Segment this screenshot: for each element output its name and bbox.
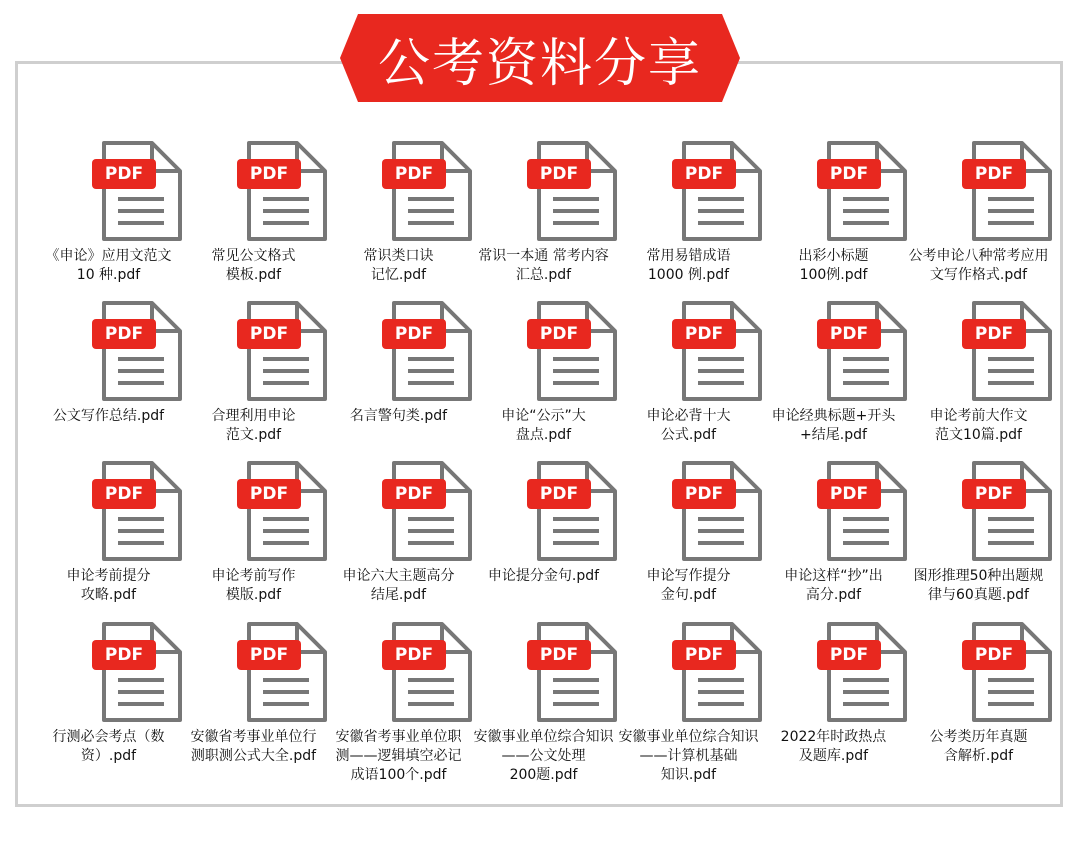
file-name[interactable] <box>173 728 334 766</box>
file-item[interactable] <box>616 135 761 295</box>
pdf-file-icon[interactable] <box>954 620 1054 724</box>
file-row <box>0 135 1080 295</box>
file-name-line: 公考类历年真题 <box>929 729 1028 745</box>
file-name[interactable] <box>753 247 914 285</box>
file-item[interactable] <box>36 295 181 455</box>
file-name[interactable] <box>753 407 914 445</box>
file-name-line: 模版.pdf <box>225 587 282 603</box>
file-name[interactable] <box>898 728 1059 766</box>
file-name-line: 律与60真题.pdf <box>928 587 1029 603</box>
file-item[interactable] <box>471 135 616 295</box>
file-name-line: ——公文处理 <box>501 748 586 764</box>
file-name[interactable] <box>608 567 769 605</box>
file-name[interactable] <box>463 247 624 285</box>
pdf-badge: PDF <box>92 640 156 670</box>
pdf-badge: PDF <box>672 640 736 670</box>
file-name-line: 安徽省考事业单位职 <box>335 729 462 745</box>
file-name[interactable] <box>608 407 769 445</box>
pdf-badge: PDF <box>92 319 156 349</box>
file-item[interactable] <box>181 295 326 455</box>
file-name-line: +结尾.pdf <box>800 427 867 443</box>
pdf-badge: PDF <box>237 319 301 349</box>
file-name[interactable] <box>28 567 189 605</box>
file-name[interactable] <box>173 247 334 285</box>
pdf-file-icon[interactable] <box>374 299 474 403</box>
file-item[interactable] <box>761 455 906 615</box>
file-row <box>0 295 1080 455</box>
file-item[interactable] <box>326 295 471 455</box>
pdf-file-icon[interactable] <box>664 620 764 724</box>
pdf-badge: PDF <box>237 159 301 189</box>
pdf-file-icon[interactable] <box>519 139 619 243</box>
file-name-line: 申论考前写作 <box>211 568 296 584</box>
file-name-line: 及题库.pdf <box>798 748 869 764</box>
pdf-file-icon[interactable] <box>229 299 329 403</box>
file-name-line: ——计算机基础 <box>639 748 738 764</box>
pdf-badge: PDF <box>962 159 1026 189</box>
pdf-badge: PDF <box>382 159 446 189</box>
pdf-file-icon[interactable] <box>954 459 1054 563</box>
file-name[interactable] <box>898 247 1059 285</box>
pdf-file-icon[interactable] <box>229 620 329 724</box>
file-item[interactable] <box>906 295 1051 455</box>
file-name-line: 申论“公示”大 <box>501 408 586 424</box>
pdf-badge: PDF <box>382 319 446 349</box>
pdf-badge: PDF <box>817 479 881 509</box>
pdf-badge: PDF <box>382 640 446 670</box>
file-item[interactable] <box>471 616 616 783</box>
pdf-file-icon[interactable] <box>84 459 184 563</box>
file-item[interactable] <box>326 455 471 615</box>
file-name-line: 资）.pdf <box>80 748 137 764</box>
file-name-line: 范文10篇.pdf <box>935 427 1022 443</box>
file-name[interactable] <box>173 407 334 445</box>
pdf-file-icon[interactable] <box>374 620 474 724</box>
file-item[interactable] <box>326 616 471 783</box>
file-name[interactable] <box>898 407 1059 445</box>
file-name-line: 高分.pdf <box>805 587 862 603</box>
file-name[interactable] <box>753 567 914 605</box>
pdf-badge: PDF <box>672 159 736 189</box>
file-name-line: 常用易错成语 <box>646 248 731 264</box>
file-item[interactable] <box>616 295 761 455</box>
pdf-file-icon[interactable] <box>84 620 184 724</box>
file-name-line: 合理利用申论 <box>211 408 296 424</box>
file-item[interactable] <box>181 135 326 295</box>
pdf-badge: PDF <box>382 479 446 509</box>
file-row <box>0 616 1080 783</box>
file-name-line: 申论这样“抄”出 <box>784 568 883 584</box>
banner-title: 公考资料分享 <box>377 33 702 94</box>
file-name[interactable] <box>28 407 189 426</box>
file-item[interactable] <box>616 455 761 615</box>
pdf-badge: PDF <box>237 479 301 509</box>
file-name-line: 攻略.pdf <box>80 587 137 603</box>
file-item[interactable] <box>471 295 616 455</box>
file-item[interactable] <box>181 616 326 776</box>
file-name-line: 100例.pdf <box>799 267 868 283</box>
pdf-badge: PDF <box>962 479 1026 509</box>
pdf-badge: PDF <box>237 640 301 670</box>
file-name-line: 安徽省考事业单位行 <box>190 729 317 745</box>
file-item[interactable] <box>36 616 181 776</box>
file-name-line: 申论写作提分 <box>646 568 731 584</box>
file-name-line: 汇总.pdf <box>515 267 572 283</box>
file-name[interactable] <box>463 728 624 785</box>
file-name[interactable] <box>318 728 479 785</box>
file-name-line: 范文.pdf <box>225 427 282 443</box>
file-item[interactable] <box>181 455 326 615</box>
file-name-line: 申论提分金句.pdf <box>487 568 600 584</box>
file-name[interactable] <box>318 567 479 605</box>
pdf-file-icon[interactable] <box>664 139 764 243</box>
file-item[interactable] <box>906 455 1051 615</box>
file-name[interactable] <box>318 407 479 426</box>
file-name[interactable] <box>608 247 769 285</box>
file-item[interactable] <box>616 616 761 783</box>
pdf-badge: PDF <box>817 159 881 189</box>
file-name-line: 申论六大主题高分 <box>342 568 455 584</box>
pdf-file-icon[interactable] <box>84 299 184 403</box>
file-name-line: 常见公文格式 <box>211 248 296 264</box>
pdf-file-icon[interactable] <box>374 139 474 243</box>
banner <box>340 14 740 102</box>
pdf-file-icon[interactable] <box>519 459 619 563</box>
pdf-badge: PDF <box>527 319 591 349</box>
pdf-badge: PDF <box>527 640 591 670</box>
file-item[interactable] <box>761 616 906 776</box>
pdf-file-icon[interactable] <box>809 459 909 563</box>
file-item[interactable] <box>326 135 471 295</box>
file-name-line: 测——逻辑填空必记 <box>335 748 462 764</box>
file-name-line: 《申论》应用文范文 <box>45 248 172 264</box>
file-item[interactable] <box>761 135 906 295</box>
file-name[interactable] <box>463 407 624 445</box>
pdf-badge: PDF <box>962 640 1026 670</box>
file-name-line: 公式.pdf <box>660 427 717 443</box>
file-item[interactable] <box>906 616 1051 776</box>
pdf-badge: PDF <box>817 319 881 349</box>
file-name-line: 1000 例.pdf <box>647 267 730 283</box>
pdf-file-icon[interactable] <box>374 459 474 563</box>
file-name[interactable] <box>318 247 479 285</box>
file-name-line: 常识类口诀 <box>363 248 434 264</box>
file-name[interactable] <box>753 728 914 766</box>
file-name-line: 记忆.pdf <box>370 267 427 283</box>
file-name[interactable] <box>898 567 1059 605</box>
file-name-line: 申论考前大作文 <box>929 408 1028 424</box>
pdf-badge: PDF <box>92 479 156 509</box>
pdf-badge: PDF <box>92 159 156 189</box>
file-name-line: 常识一本通 常考内容 <box>478 248 609 264</box>
pdf-file-icon[interactable] <box>809 139 909 243</box>
file-name[interactable] <box>173 567 334 605</box>
file-name-line: 盘点.pdf <box>515 427 572 443</box>
file-name-line: 安徽事业单位综合知识 <box>618 729 759 745</box>
file-name[interactable] <box>28 247 189 285</box>
pdf-file-icon[interactable] <box>229 459 329 563</box>
pdf-badge: PDF <box>672 479 736 509</box>
file-name-line: 模板.pdf <box>225 267 282 283</box>
file-name-line: 出彩小标题 <box>798 248 869 264</box>
pdf-badge: PDF <box>817 640 881 670</box>
pdf-file-icon[interactable] <box>954 299 1054 403</box>
file-name-line: 名言警句类.pdf <box>349 408 448 424</box>
pdf-badge: PDF <box>527 159 591 189</box>
pdf-file-icon[interactable] <box>954 139 1054 243</box>
file-name-line: 金句.pdf <box>660 587 717 603</box>
file-name-line: 行测必会考点（数 <box>52 729 165 745</box>
pdf-file-icon[interactable] <box>809 299 909 403</box>
file-item[interactable] <box>471 455 616 615</box>
file-item[interactable] <box>761 295 906 455</box>
file-name-line: 知识.pdf <box>660 767 717 783</box>
file-name-line: 文写作格式.pdf <box>929 267 1028 283</box>
file-item[interactable] <box>36 135 181 295</box>
pdf-badge: PDF <box>527 479 591 509</box>
pdf-badge: PDF <box>672 319 736 349</box>
file-item[interactable] <box>906 135 1051 295</box>
file-name-line: 图形推理50种出题规 <box>913 568 1044 584</box>
pdf-file-icon[interactable] <box>519 299 619 403</box>
pdf-file-icon[interactable] <box>84 139 184 243</box>
file-name-line: 结尾.pdf <box>370 587 427 603</box>
file-name-line: 公考申论八种常考应用 <box>908 248 1049 264</box>
file-item[interactable] <box>36 455 181 615</box>
file-name-line: 测职测公式大全.pdf <box>190 748 317 764</box>
file-name-line: 含解析.pdf <box>943 748 1014 764</box>
file-row <box>0 455 1080 615</box>
file-name-line: 申论考前提分 <box>66 568 151 584</box>
file-name-line: 10 种.pdf <box>76 267 141 283</box>
pdf-file-icon[interactable] <box>229 139 329 243</box>
file-name-line: 安徽事业单位综合知识 <box>473 729 614 745</box>
file-name-line: 2022年时政热点 <box>780 729 887 745</box>
file-name-line: 200题.pdf <box>509 767 578 783</box>
pdf-badge: PDF <box>962 319 1026 349</box>
pdf-file-icon[interactable] <box>664 299 764 403</box>
file-name[interactable] <box>463 567 624 586</box>
file-name-line: 成语100个.pdf <box>350 767 447 783</box>
file-name-line: 申论必背十大 <box>646 408 731 424</box>
pdf-file-icon[interactable] <box>519 620 619 724</box>
file-name-line: 申论经典标题+开头 <box>771 408 896 424</box>
pdf-file-icon[interactable] <box>809 620 909 724</box>
file-name[interactable] <box>608 728 769 785</box>
pdf-file-icon[interactable] <box>664 459 764 563</box>
file-name-line: 公文写作总结.pdf <box>52 408 165 424</box>
file-name[interactable] <box>28 728 189 766</box>
